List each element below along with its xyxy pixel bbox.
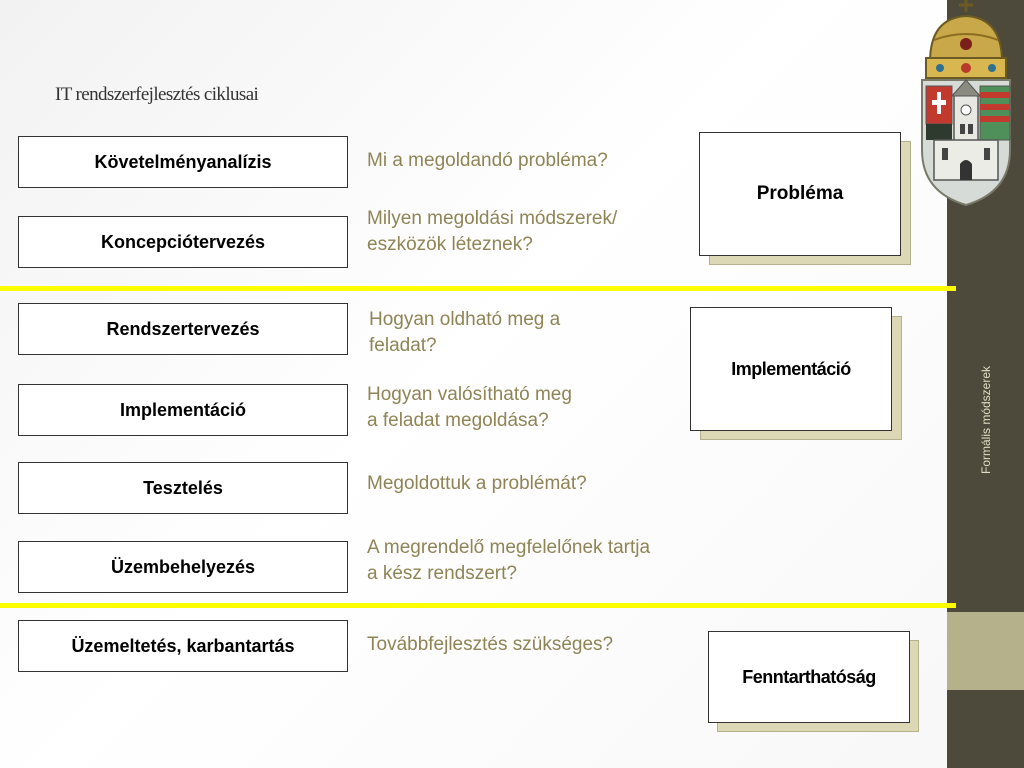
question-line: Hogyan oldható meg a [369,309,561,330]
coat-of-arms-icon [916,0,1024,210]
step-question [367,471,727,497]
question-line: Továbbfejlesztés szükséges? [367,634,614,655]
phase-card-problem [699,132,901,256]
step-box: Koncepciótervezés [18,216,348,268]
phase-divider [0,603,956,608]
sidebar-footer-block [947,690,1024,768]
step-box: Üzembehelyezés [18,541,348,593]
phase-card-implementation [690,307,892,431]
step-box: Követelményanalízis [18,136,348,188]
slide-title: IT rendszerfejlesztés ciklusai [55,84,259,105]
question-line: feladat? [369,335,437,356]
step-box: Üzemeltetés, karbantartás [18,620,348,672]
question-line: eszközök léteznek? [367,234,533,255]
phase-card-sustainability [708,631,910,723]
step-question [367,535,727,587]
question-line: Mi a megoldandó probléma? [367,150,608,171]
question-line: A megrendelő megfelelőnek tartja [367,537,651,558]
phase-card-label: Fenntarthatóság [742,666,876,687]
step-question [367,148,727,174]
sidebar-accent-block [947,612,1024,690]
question-line: Megoldottuk a problémát? [367,473,587,494]
phase-divider [0,286,956,291]
step-question [367,206,727,258]
question-line: a feladat megoldása? [367,410,549,431]
sidebar-label: Formális módszerek [979,365,993,475]
phase-card-label: Probléma [756,183,844,204]
step-question [369,307,729,359]
question-line: Milyen megoldási módszerek/ [367,208,618,229]
step-box: Tesztelés [18,462,348,514]
phase-card-label: Implementáció [731,358,851,379]
question-line: Hogyan valósítható meg [367,384,572,405]
step-box: Rendszertervezés [18,303,348,355]
step-question [367,632,727,658]
step-question [367,382,727,434]
step-box: Implementáció [18,384,348,436]
question-line: a kész rendszert? [367,563,517,584]
